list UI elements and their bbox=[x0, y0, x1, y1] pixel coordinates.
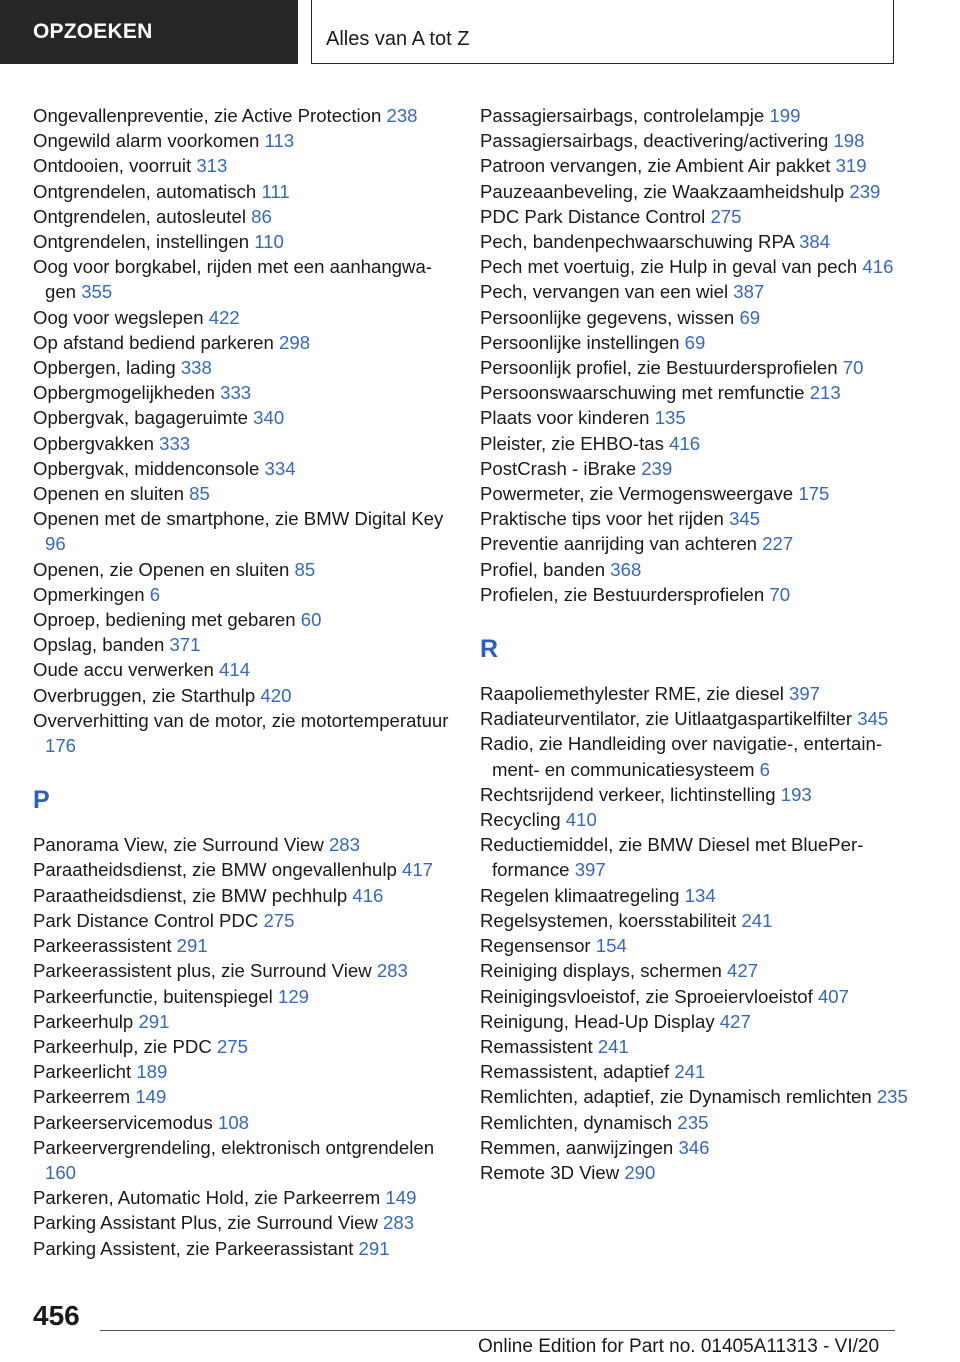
index-entry bbox=[480, 984, 910, 1009]
index-entry bbox=[33, 179, 453, 204]
index-entry bbox=[480, 128, 910, 153]
index-entry-text: PostCrash - iBrake bbox=[480, 457, 637, 479]
page-link[interactable]: 420 bbox=[260, 684, 292, 706]
index-entry-text: Parking Assistant Plus, zie Surround View bbox=[33, 1212, 378, 1234]
page-link[interactable]: 135 bbox=[654, 407, 686, 429]
footer-divider bbox=[100, 1330, 895, 1331]
index-entry bbox=[33, 153, 453, 178]
page-link[interactable]: 368 bbox=[610, 558, 642, 580]
index-entry bbox=[33, 984, 453, 1009]
index-entry bbox=[33, 456, 453, 481]
index-entry-text: Pech met voertuig, zie Hulp in geval van pech bbox=[480, 256, 858, 278]
page-link[interactable]: 154 bbox=[595, 935, 627, 957]
page-link[interactable]: 313 bbox=[196, 155, 228, 177]
index-entry bbox=[33, 557, 453, 582]
index-entry-text: Op afstand bediend parkeren bbox=[33, 331, 274, 353]
page-link[interactable]: 134 bbox=[684, 884, 716, 906]
page-header-title bbox=[311, 0, 894, 64]
index-entry-text: Pleister, zie EHBO-tas bbox=[480, 432, 664, 454]
page-link[interactable]: 417 bbox=[402, 859, 434, 881]
index-entry bbox=[480, 405, 910, 430]
index-entry-text: Parkeerfunctie, buitenspiegel bbox=[33, 985, 273, 1007]
index-entry-text: PDC Park Distance Control bbox=[480, 205, 706, 227]
page-link[interactable]: 149 bbox=[135, 1086, 167, 1108]
index-entry bbox=[33, 1135, 453, 1185]
index-entry-text: Remassistent bbox=[480, 1035, 593, 1057]
page-link[interactable]: 414 bbox=[219, 659, 251, 681]
index-entry-text: Opbergmogelijkheden bbox=[33, 382, 215, 404]
index-entry bbox=[33, 1034, 453, 1059]
index-entry-text: Reinigingsvloeistof, zie Sproeiervloeistof bbox=[480, 985, 813, 1007]
index-entry-text: Recycling bbox=[480, 809, 561, 831]
page-link[interactable]: 397 bbox=[574, 859, 606, 881]
page-link[interactable]: 283 bbox=[328, 834, 360, 856]
index-entry-text: Remlichten, dynamisch bbox=[480, 1111, 673, 1133]
page-link[interactable]: 416 bbox=[352, 884, 384, 906]
index-entry bbox=[33, 330, 453, 355]
index-entry bbox=[480, 1009, 910, 1034]
page-link[interactable]: 235 bbox=[677, 1111, 709, 1133]
index-entry-text: Pech, bandenpechwaarschuwing RPA bbox=[480, 231, 794, 253]
index-entry-text: Passagiersairbags, deactivering/activering bbox=[480, 130, 829, 152]
index-entry bbox=[480, 506, 910, 531]
index-entry bbox=[480, 380, 910, 405]
index-entry-text: Pauzeaanbeveling, zie Waakzaamheidshulp bbox=[480, 180, 845, 202]
index-entry-text: Reinigung, Head-Up Display bbox=[480, 1010, 715, 1032]
index-entry-text: Panorama View, zie Surround View bbox=[33, 834, 324, 856]
index-entry bbox=[480, 431, 910, 456]
page-link[interactable]: 416 bbox=[862, 256, 894, 278]
section-tab bbox=[0, 0, 298, 64]
index-entry-text: Persoonlijke gegevens, wissen bbox=[480, 306, 735, 328]
index-entry bbox=[480, 706, 910, 731]
index-entry-text: Raapoliemethylester RME, zie diesel bbox=[480, 683, 784, 705]
index-entry bbox=[480, 279, 910, 304]
page-link[interactable]: 70 bbox=[842, 357, 864, 379]
index-entry-text: Plaats voor kinderen bbox=[480, 407, 650, 429]
page-link[interactable]: 275 bbox=[710, 205, 742, 227]
index-entry bbox=[33, 229, 453, 254]
index-entry-text: Paraatheidsdienst, zie BMW ongevallenhulp bbox=[33, 859, 397, 881]
page-link[interactable]: 149 bbox=[385, 1187, 417, 1209]
page-link[interactable]: 290 bbox=[624, 1161, 656, 1183]
page-link[interactable]: 397 bbox=[789, 683, 821, 705]
index-entry-text: Patroon vervangen, zie Ambient Air pakket bbox=[480, 155, 831, 177]
index-entry-text: Parkeerassistent bbox=[33, 935, 172, 957]
page-link[interactable]: 6 bbox=[759, 758, 770, 780]
page-link[interactable]: 6 bbox=[149, 583, 161, 605]
index-entry-text: Parkeervergrendeling, elektronisch ontgrendelen bbox=[33, 1136, 435, 1158]
index-entry-text: Powermeter, zie Vermogensweergave bbox=[480, 483, 794, 505]
page-link[interactable]: 199 bbox=[769, 105, 801, 126]
index-entry bbox=[480, 582, 910, 607]
chapter-title: Alles van A tot Z bbox=[326, 28, 470, 50]
index-entry-text: Parkeerrem bbox=[33, 1086, 131, 1108]
index-entry bbox=[33, 582, 453, 607]
page-link[interactable]: 407 bbox=[817, 985, 849, 1007]
index-entry bbox=[33, 1110, 453, 1135]
index-entry bbox=[33, 832, 453, 857]
index-entry-text: Persoonlijke instellingen bbox=[480, 331, 680, 353]
index-entry-text: Oude accu verwerken bbox=[33, 659, 214, 681]
index-entry bbox=[33, 1059, 453, 1084]
page-link[interactable]: 110 bbox=[254, 231, 284, 253]
index-entry-text: Parkeerservicemodus bbox=[33, 1111, 213, 1133]
page-link[interactable]: 291 bbox=[138, 1010, 170, 1032]
page-link[interactable]: 346 bbox=[678, 1136, 710, 1158]
index-entry bbox=[480, 1059, 910, 1084]
page-link[interactable]: 193 bbox=[780, 783, 812, 805]
index-entry bbox=[33, 254, 453, 304]
page-link[interactable]: 410 bbox=[565, 809, 597, 831]
page-link[interactable]: 239 bbox=[641, 457, 673, 479]
page-link[interactable]: 176 bbox=[45, 735, 77, 757]
index-entry bbox=[480, 883, 910, 908]
index-entry-text: Remmen, aanwijzingen bbox=[480, 1136, 674, 1158]
index-entry-text: Reiniging displays, schermen bbox=[480, 960, 722, 982]
page-link[interactable]: 340 bbox=[253, 407, 285, 429]
page-link[interactable]: 111 bbox=[261, 180, 290, 202]
index-entry bbox=[480, 908, 910, 933]
index-entry bbox=[480, 481, 910, 506]
index-entry-text: Persoonlijk profiel, zie Bestuurdersprofielen bbox=[480, 357, 838, 379]
index-entry bbox=[480, 832, 910, 882]
index-entry-text: Ontgrendelen, automatisch bbox=[33, 180, 257, 202]
page-link[interactable]: 113 bbox=[264, 130, 295, 152]
index-entry-text: Radio, zie Handleiding over navigatie-, entertainment- en communicatiesysteem bbox=[480, 733, 883, 780]
page-link[interactable]: 238 bbox=[386, 105, 418, 126]
index-entry-text: Pech, vervangen van een wiel bbox=[480, 281, 729, 303]
page-link[interactable]: 355 bbox=[81, 281, 113, 303]
index-entry bbox=[480, 355, 910, 380]
index-entry-text: Ontdooien, voorruit bbox=[33, 155, 192, 177]
index-entry-text: Rechtsrijdend verkeer, lichtinstelling bbox=[480, 783, 776, 805]
page-link[interactable]: 69 bbox=[739, 306, 761, 328]
page-link[interactable]: 86 bbox=[251, 205, 272, 227]
index-entry bbox=[480, 782, 910, 807]
page-link[interactable]: 345 bbox=[729, 508, 761, 530]
page-link[interactable]: 387 bbox=[733, 281, 765, 303]
index-entry bbox=[33, 405, 453, 430]
index-entry bbox=[480, 1034, 910, 1059]
index-entry bbox=[480, 807, 910, 832]
index-entry-text: Openen met de smartphone, zie BMW Digital Key bbox=[33, 508, 444, 530]
index-entry-text: Openen, zie Openen en sluiten bbox=[33, 558, 290, 580]
index-entry bbox=[480, 330, 910, 355]
page-link[interactable]: 69 bbox=[684, 331, 706, 353]
index-entry bbox=[33, 506, 453, 556]
index-entry-text: Passagiersairbags, controlelampje bbox=[480, 105, 765, 126]
page-link[interactable]: 198 bbox=[833, 130, 865, 152]
index-entry bbox=[33, 355, 453, 380]
index-entry bbox=[33, 305, 453, 330]
page-link[interactable]: 338 bbox=[180, 357, 212, 379]
index-entry-text: Parkeerassistent plus, zie Surround View bbox=[33, 960, 372, 982]
index-entry-text: Oog voor wegslepen bbox=[33, 306, 204, 328]
index-entry-text: Persoonswaarschuwing met remfunctie bbox=[480, 382, 805, 404]
index-entry-text: Preventie aanrijding van achteren bbox=[480, 533, 758, 555]
page-link[interactable]: 283 bbox=[376, 960, 408, 982]
section-label: OPZOEKEN bbox=[33, 20, 153, 43]
page-link[interactable]: 241 bbox=[674, 1061, 706, 1083]
page-link[interactable]: 416 bbox=[669, 432, 701, 454]
page-link[interactable]: 275 bbox=[263, 909, 295, 931]
index-entry-text: Ontgrendelen, instellingen bbox=[33, 231, 250, 253]
page-link[interactable]: 108 bbox=[217, 1111, 250, 1133]
index-entry-text: Parkeerhulp, zie PDC bbox=[33, 1035, 212, 1057]
page-link[interactable]: 213 bbox=[809, 382, 841, 404]
page-link[interactable]: 319 bbox=[835, 155, 867, 177]
index-entry bbox=[33, 958, 453, 983]
index-entry bbox=[480, 958, 910, 983]
index-entry bbox=[480, 1135, 910, 1160]
index-entry bbox=[480, 229, 910, 254]
index-entry bbox=[33, 481, 453, 506]
page-link[interactable]: 189 bbox=[136, 1061, 168, 1083]
index-entry-text: Park Distance Control PDC bbox=[33, 909, 259, 931]
index-entry-text: Reductiemiddel, zie BMW Diesel met BluePerformance bbox=[480, 834, 864, 881]
page-link[interactable]: 96 bbox=[45, 533, 66, 555]
index-entry-text: Ontgrendelen, autosleutel bbox=[33, 205, 246, 227]
index-entry bbox=[33, 431, 453, 456]
page-link[interactable]: 227 bbox=[762, 533, 794, 555]
index-entry-text: Praktische tips voor het rijden bbox=[480, 508, 724, 530]
page-link[interactable]: 60 bbox=[300, 609, 322, 631]
index-entry bbox=[33, 632, 453, 657]
index-section-letter: P bbox=[33, 786, 50, 815]
index-entry bbox=[480, 1084, 910, 1109]
index-entry bbox=[33, 1009, 453, 1034]
page-link[interactable]: 291 bbox=[176, 935, 208, 957]
index-entry bbox=[480, 179, 910, 204]
index-entry bbox=[480, 103, 910, 128]
index-entry bbox=[480, 681, 910, 706]
index-entry-text: Parkeerhulp bbox=[33, 1010, 134, 1032]
page-link[interactable]: 129 bbox=[277, 985, 310, 1007]
index-entry bbox=[480, 204, 910, 229]
index-entry bbox=[33, 607, 453, 632]
index-entry-text: Parkeerlicht bbox=[33, 1061, 132, 1083]
index-section-letter: R bbox=[480, 635, 499, 664]
index-entry bbox=[480, 1110, 910, 1135]
index-entry bbox=[33, 908, 453, 933]
page-link[interactable]: 384 bbox=[799, 231, 831, 253]
index-entry bbox=[33, 883, 453, 908]
index-entry-text: Oog voor borgkabel, rijden met een aanhangwagen bbox=[33, 256, 432, 303]
index-column-left bbox=[33, 103, 453, 1261]
index-entry-text: Opmerkingen bbox=[33, 583, 145, 605]
index-entry bbox=[33, 1236, 453, 1261]
page-link[interactable]: 427 bbox=[719, 1010, 751, 1032]
index-entry-text: Opbergvakken bbox=[33, 432, 154, 454]
page-link[interactable]: 85 bbox=[189, 483, 210, 505]
index-entry bbox=[33, 708, 453, 758]
index-entry bbox=[33, 1084, 453, 1109]
index-entry bbox=[480, 933, 910, 958]
page-number: 456 bbox=[33, 1300, 80, 1331]
index-entry bbox=[480, 305, 910, 330]
index-entry-text: Opbergen, lading bbox=[33, 357, 176, 379]
page-link[interactable]: 283 bbox=[383, 1212, 415, 1234]
page-link[interactable]: 160 bbox=[45, 1161, 77, 1183]
page-link[interactable]: 422 bbox=[208, 306, 240, 328]
page-link[interactable]: 333 bbox=[220, 382, 252, 404]
index-entry-text: Paraatheidsdienst, zie BMW pechhulp bbox=[33, 884, 348, 906]
index-entry-text: Parkeren, Automatic Hold, zie Parkeerrem bbox=[33, 1187, 381, 1209]
index-entry-text: Ongewild alarm voorkomen bbox=[33, 130, 260, 152]
index-entry bbox=[480, 731, 910, 781]
index-entry-text: Profielen, zie Bestuurdersprofielen bbox=[480, 583, 765, 605]
page-link[interactable]: 85 bbox=[294, 558, 316, 580]
index-entry-text: Opbergvak, middenconsole bbox=[33, 457, 260, 479]
index-entry bbox=[33, 128, 453, 153]
index-entry-text: Remlichten, adaptief, zie Dynamisch remlichten bbox=[480, 1086, 872, 1108]
index-entry bbox=[480, 254, 910, 279]
index-entry bbox=[33, 380, 453, 405]
index-entry-text: Parking Assistent, zie Parkeerassistant bbox=[33, 1237, 354, 1259]
page-link[interactable]: 334 bbox=[264, 457, 296, 479]
page-link[interactable]: 235 bbox=[876, 1086, 908, 1108]
index-entry bbox=[33, 857, 453, 882]
page-link[interactable]: 275 bbox=[216, 1035, 248, 1057]
index-entry-text: Ongevallenpreventie, zie Active Protection bbox=[33, 105, 382, 126]
page-link[interactable]: 241 bbox=[597, 1035, 629, 1057]
index-entry-text: Opbergvak, bagageruimte bbox=[33, 407, 248, 429]
index-entry-text: Oververhitting van de motor, zie motortemperatuur bbox=[33, 709, 449, 731]
page-link[interactable]: 175 bbox=[798, 483, 830, 505]
page-link[interactable]: 241 bbox=[741, 909, 773, 931]
index-entry bbox=[480, 557, 910, 582]
index-entry bbox=[480, 153, 910, 178]
page-link[interactable]: 333 bbox=[159, 432, 191, 454]
index-entry-text: Oproep, bediening met gebaren bbox=[33, 609, 296, 631]
page-link[interactable]: 239 bbox=[849, 180, 881, 202]
index-entry-text: Radiateurventilator, zie Uitlaatgaspartikelfilter bbox=[480, 708, 853, 730]
index-entry bbox=[480, 531, 910, 556]
index-entry bbox=[33, 657, 453, 682]
page-link[interactable]: 427 bbox=[727, 960, 759, 982]
index-column-right bbox=[480, 103, 910, 1185]
index-entry-text: Openen en sluiten bbox=[33, 483, 184, 505]
index-entry bbox=[33, 683, 453, 708]
index-entry-text: Overbruggen, zie Starthulp bbox=[33, 684, 256, 706]
index-entry bbox=[33, 103, 453, 128]
index-entry bbox=[33, 1210, 453, 1235]
index-entry-text: Regelen klimaatregeling bbox=[480, 884, 680, 906]
page-link[interactable]: 291 bbox=[358, 1237, 390, 1259]
index-entry-text: Regelsystemen, koersstabiliteit bbox=[480, 909, 737, 931]
page-link[interactable]: 345 bbox=[857, 708, 889, 730]
index-entry-text: Remassistent, adaptief bbox=[480, 1061, 670, 1083]
index-entry bbox=[480, 456, 910, 481]
page-link[interactable]: 371 bbox=[169, 634, 201, 656]
index-entry-text: Regensensor bbox=[480, 935, 591, 957]
index-entry bbox=[33, 204, 453, 229]
page-link[interactable]: 70 bbox=[769, 583, 791, 605]
index-entry-text: Profiel, banden bbox=[480, 558, 606, 580]
index-entry-text: Remote 3D View bbox=[480, 1161, 620, 1183]
index-entry bbox=[33, 933, 453, 958]
page-link[interactable]: 298 bbox=[279, 331, 311, 353]
index-entry bbox=[33, 1185, 453, 1210]
footer-edition: Online Edition for Part no. 01405A11313 - VI/20 bbox=[478, 1336, 880, 1357]
index-entry bbox=[480, 1160, 910, 1185]
index-entry-text: Opslag, banden bbox=[33, 634, 165, 656]
